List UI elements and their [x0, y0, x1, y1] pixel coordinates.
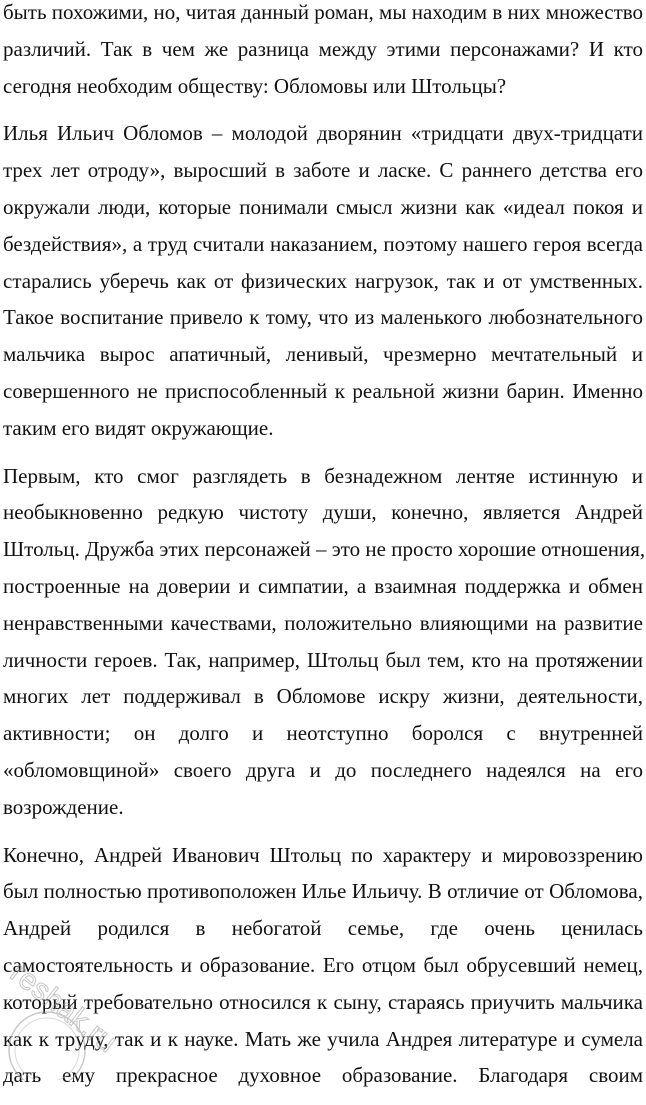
text-line: трех лет отроду», выросший в заботе и ласке. С раннего детства его: [3, 158, 643, 183]
text-line: быть похожими, но, читая данный роман, мы находим в них множество: [3, 0, 644, 24]
text-line: сегодня необходим обществу: Обломовы или Штольцы?: [3, 73, 507, 98]
watermark-logo: [0, 955, 132, 1080]
text-line: совершенного не приспособленный к реальной жизни барин. Именно: [3, 378, 643, 403]
text-line: был полностью противоположен Илье Ильичу. В отличие от Обломова,: [3, 879, 643, 904]
text-line: Первым, кто смог разглядеть в безнадежном лентяе истинную и: [3, 463, 643, 488]
text-line: многих лет поддерживал в Обломове искру жизни, деятельности,: [3, 684, 643, 709]
text-line: мальчика вырос апатичный, ленивый, чрезмерно мечтательный и: [3, 342, 643, 367]
text-line: старались уберечь как от физических нагрузок, так и от умственных.: [3, 268, 643, 293]
text-line: таким его видят окружающие.: [3, 415, 274, 440]
text-line: который требовательно относился к сыну, стараясь приучить мальчика: [3, 989, 643, 1014]
text-line: активности; он долго и неотступно боролся с внутренней: [3, 721, 643, 746]
text-line: «обломовщиной» своего друга и до последнего надеялся на его: [3, 757, 643, 782]
paragraph: [3, 458, 646, 826]
text-line: возрождение.: [3, 794, 124, 819]
text-line: бездействия», а труд считали наказанием, поэтому нашего героя всегда: [3, 231, 643, 256]
paragraph: [3, 0, 643, 104]
text-line: Илья Ильич Обломов – молодой дворянин «тридцати двух-тридцати: [3, 121, 643, 146]
text-line: Андрей родился в небогатой семье, где очень ценилась: [3, 916, 643, 941]
text-line: окружали люди, которые понимали смысл жизни как «идеал покоя и: [3, 194, 643, 219]
text-line: Конечно, Андрей Иванович Штольц по характеру и мировоззрению: [3, 842, 643, 867]
document-page: [3, 0, 646, 1105]
text-line: самостоятельность и образование. Его отцом был обрусевший немец,: [3, 952, 643, 977]
text-line: необыкновенно редкую чистоту души, конечно, является Андрей: [3, 500, 643, 525]
text-line: личности героев. Так, например, Штольц был тем, кто на протяжении: [3, 647, 643, 672]
text-line: Штольц. Дружба этих персонажей – это не просто хорошие отношения,: [3, 537, 646, 562]
text-line: различий. Так в чем же разница между этими персонажами? И кто: [3, 36, 643, 61]
text-line: как к труду, так и к науке. Мать же учила Андрея литературе и сумела: [3, 1026, 643, 1051]
text-line: дать ему прекрасное духовное образование. Благодаря своим: [3, 1063, 643, 1088]
text-line: Такое воспитание привело к тому, что из маленького любознательного: [3, 305, 643, 330]
paragraph: [3, 115, 643, 446]
text-line: ненравственными качествами, положительно влияющими на развитие: [3, 610, 643, 635]
text-line: построенные на доверии и симпатии, а взаимная поддержка и обмен: [3, 573, 643, 598]
svg-text:reshak.ru: reshak.ru: [4, 956, 123, 1060]
